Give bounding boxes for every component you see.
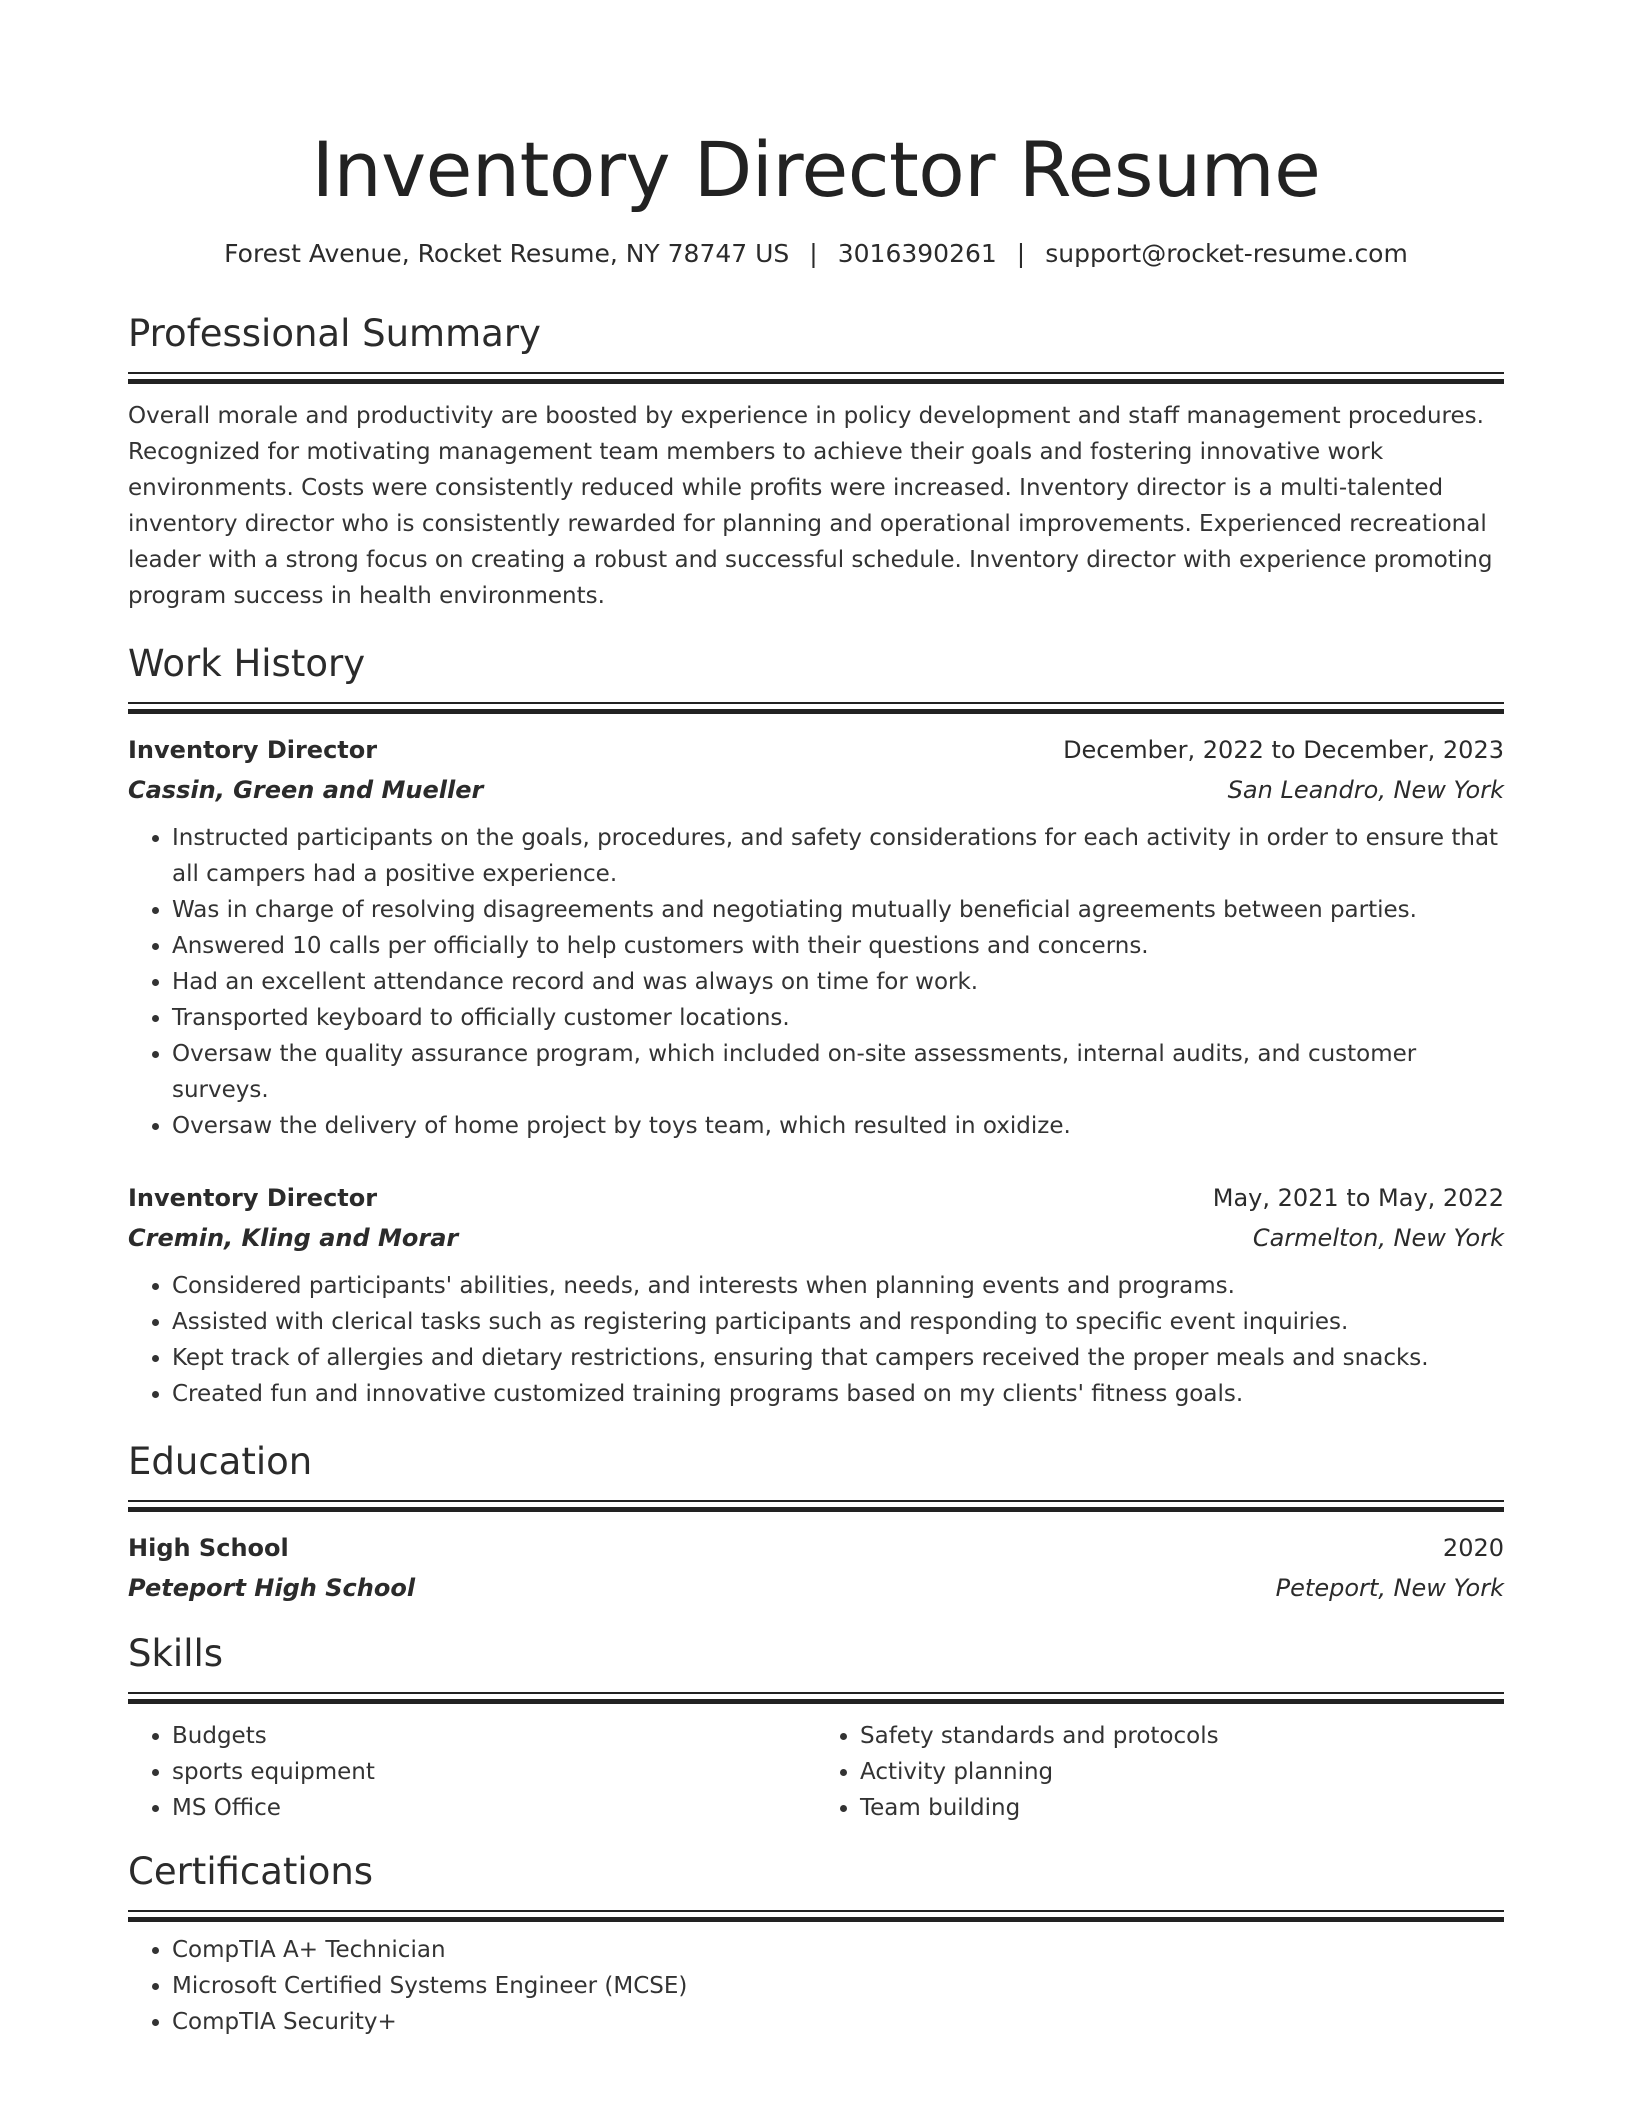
section-heading-summary: Professional Summary (128, 312, 541, 355)
section-heading-work: Work History (128, 642, 366, 685)
job-bullet: • Assisted with clerical tasks such as registering participants and responding to specific event inquiries. (172, 1304, 1504, 1340)
job-company: Cassin, Green and Mueller (128, 776, 484, 804)
contact-separator: | (809, 239, 818, 268)
job-bullets (128, 1268, 1504, 1412)
education-degree: High School (128, 1534, 289, 1562)
skill-item: • MS Office (172, 1790, 816, 1826)
job-bullet: • Answered 10 calls per officially to help customers with their questions and concerns. (172, 928, 1504, 964)
job-company: Cremin, Kling and Morar (128, 1224, 459, 1252)
certifications-list (128, 1932, 1504, 2040)
job-location: Carmelton, New York (1252, 1224, 1504, 1252)
contact-address: Forest Avenue, Rocket Resume, NY 78747 US (224, 239, 790, 268)
section-divider (128, 1692, 1504, 1704)
job-title: Inventory Director (128, 736, 378, 764)
skill-item: • Safety standards and protocols (860, 1718, 1504, 1754)
job-location: San Leandro, New York (1227, 776, 1504, 804)
skill-item: • sports equipment (172, 1754, 816, 1790)
job-bullet: • Had an excellent attendance record and was always on time for work. (172, 964, 1504, 1000)
job-bullet: • Considered participants' abilities, needs, and interests when planning events and programs. (172, 1268, 1504, 1304)
job-dates: May, 2021 to May, 2022 (1212, 1184, 1504, 1212)
education-school-row (128, 1568, 1504, 1608)
section-heading-education: Education (128, 1440, 313, 1483)
education-year: 2020 (1442, 1534, 1504, 1562)
education-entry (128, 1528, 1504, 1608)
job-bullet: • Created fun and innovative customized training programs based on my clients' fitness goals. (172, 1376, 1504, 1412)
skill-item: • Budgets (172, 1718, 816, 1754)
job-bullet: • Was in charge of resolving disagreements and negotiating mutually beneficial agreements between parties. (172, 892, 1504, 928)
contact-phone: 3016390261 (837, 239, 997, 268)
section-heading-skills: Skills (128, 1632, 224, 1675)
education-header-row (128, 1528, 1504, 1568)
job-header-row (128, 730, 1504, 770)
certification-item: • CompTIA A+ Technician (172, 1932, 1504, 1968)
job-bullet: • Instructed participants on the goals, procedures, and safety considerations for each activity in order to ensure that all campers had a positive experience. (172, 820, 1504, 892)
section-divider (128, 1910, 1504, 1922)
job-company-row (128, 1218, 1504, 1258)
job-entry (128, 1178, 1504, 1412)
contact-separator: | (1016, 239, 1026, 268)
resume-title: Inventory Director Resume (311, 125, 1321, 214)
job-dates: December, 2022 to December, 2023 (1063, 736, 1504, 764)
job-bullets (128, 820, 1504, 1144)
summary-section (128, 310, 1504, 614)
job-company-row (128, 770, 1504, 810)
job-bullet: • Oversaw the delivery of home project by toys team, which resulted in oxidize. (172, 1108, 1504, 1144)
contact-line (128, 236, 1504, 272)
job-bullet: • Transported keyboard to officially customer locations. (172, 1000, 1504, 1036)
section-heading-certifications: Certifications (128, 1850, 374, 1893)
certification-item: • CompTIA Security+ (172, 2004, 1504, 2040)
skills-section (128, 1630, 1504, 1826)
skills-column-left (128, 1718, 816, 1826)
skill-item: • Team building (860, 1790, 1504, 1826)
summary-text: Overall morale and productivity are boosted by experience in policy development and staff management procedures. Recognized for motivating management team members to achieve their goals and fostering innovative work environments. Costs were consistently reduced while profits were increased. Inventory director is a multi-talented inventory director who is consistently rewarded for planning and operational improvements. Experienced recreational leader with a strong focus on creating a robust and successful schedule. Inventory director with experience promoting program success in health environments. (128, 403, 1493, 609)
job-entry (128, 730, 1504, 1144)
skill-item: • Activity planning (860, 1754, 1504, 1790)
job-bullet: • Oversaw the quality assurance program, which included on-site assessments, internal audits, and customer surveys. (172, 1036, 1504, 1108)
education-school: Peteport High School (128, 1574, 416, 1602)
certification-item: • Microsoft Certified Systems Engineer (MCSE) (172, 1968, 1504, 2004)
education-location: Peteport, New York (1275, 1574, 1504, 1602)
section-divider (128, 1500, 1504, 1512)
job-title: Inventory Director (128, 1184, 378, 1212)
section-divider (128, 372, 1504, 384)
work-history-section (128, 640, 1504, 1412)
certifications-section (128, 1848, 1504, 2040)
education-section (128, 1438, 1504, 1608)
job-header-row (128, 1178, 1504, 1218)
contact-email: support@rocket-resume.com (1045, 239, 1408, 268)
job-bullet: • Kept track of allergies and dietary restrictions, ensuring that campers received the proper meals and snacks. (172, 1340, 1504, 1376)
skills-grid (128, 1718, 1504, 1826)
skills-column-right (816, 1718, 1504, 1826)
section-divider (128, 702, 1504, 714)
